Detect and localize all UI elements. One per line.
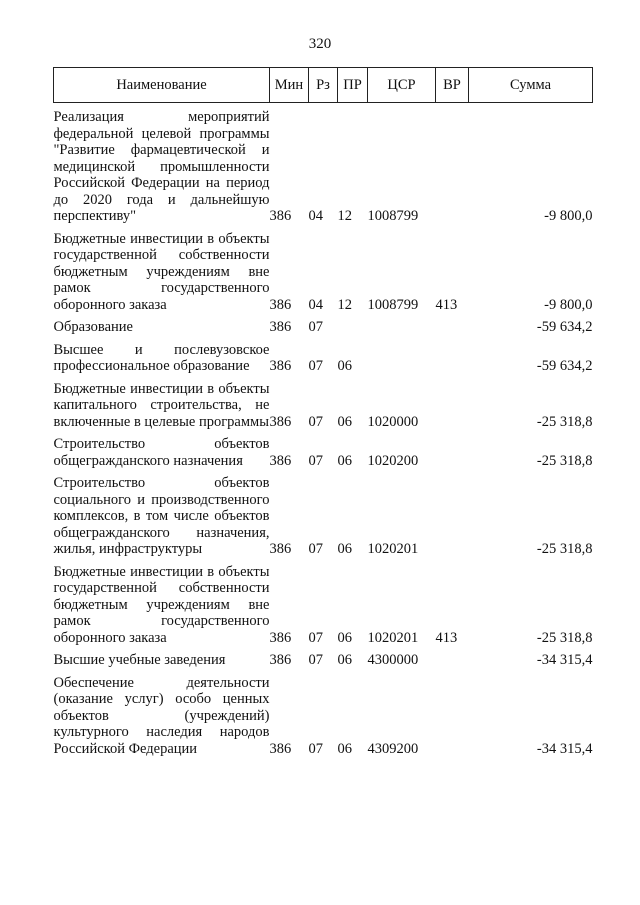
row-pr xyxy=(338,313,368,336)
row-csr: 4300000 xyxy=(367,652,419,668)
row-csr xyxy=(368,313,436,336)
row-name: Обеспечение деятельности (оказание услуг) особо ценных объектов (учреждений) культурного наследия народов Российской Федерации xyxy=(53,674,270,757)
row-name: Образование xyxy=(53,319,133,335)
row-sum: -9 800,0 xyxy=(544,208,593,224)
table-row xyxy=(54,313,593,336)
row-pr: 06 xyxy=(337,541,352,557)
page-number: 320 xyxy=(308,36,332,52)
row-rz: 07 xyxy=(308,652,323,668)
row-name: Строительство объектов социального и производственного комплексов, в том числе объектов общегражданского назначения, жилья, инфраструктуры xyxy=(53,475,270,557)
row-name: Высшее и послевузовское профессиональное образование xyxy=(53,341,270,374)
row-rz: 07 xyxy=(308,413,323,430)
header-csr: ЦСР xyxy=(368,68,436,103)
table-row xyxy=(54,558,593,647)
table-row xyxy=(54,669,593,758)
row-csr: 4309200 xyxy=(367,740,419,757)
row-min: 386 xyxy=(269,541,292,557)
table-row xyxy=(54,430,593,469)
row-rz: 04 xyxy=(308,296,323,313)
row-sum: -34 315,4 xyxy=(536,652,593,668)
row-vr xyxy=(436,430,469,469)
row-vr xyxy=(436,646,469,669)
row-min: 386 xyxy=(269,629,292,646)
row-pr: 12 xyxy=(337,296,352,313)
row-pr: 12 xyxy=(337,208,352,224)
row-sum: -34 315,4 xyxy=(536,740,593,757)
row-pr: 06 xyxy=(337,740,352,757)
row-rz: 07 xyxy=(308,541,323,557)
row-pr: 06 xyxy=(337,652,352,668)
row-pr: 06 xyxy=(337,358,352,374)
row-vr xyxy=(436,313,469,336)
row-csr: 1020200 xyxy=(367,452,419,469)
row-min: 386 xyxy=(269,740,292,757)
row-csr: 1008799 xyxy=(367,296,419,313)
row-sum: -25 318,8 xyxy=(536,629,593,646)
row-sum: -9 800,0 xyxy=(544,296,593,313)
row-name: Бюджетные инвестиции в объекты государственной собственности бюджетным учреждениям вне рамок государственного оборонного заказа xyxy=(53,230,270,313)
row-rz: 07 xyxy=(308,629,323,646)
table-row xyxy=(54,225,593,314)
row-name: Строительство объектов общегражданского назначения xyxy=(53,436,270,469)
row-rz: 07 xyxy=(308,452,323,469)
row-vr xyxy=(436,469,469,558)
row-rz: 07 xyxy=(308,358,323,374)
row-rz: 04 xyxy=(308,208,323,224)
row-name: Реализация мероприятий федеральной целевой программы "Развитие фармацевтической и медицинской промышленности Российской Федерации на период до 2020 года и дальнейшую перспективу" xyxy=(53,109,270,224)
row-sum: -25 318,8 xyxy=(536,452,593,469)
row-csr: 1020000 xyxy=(367,413,419,430)
row-vr xyxy=(436,103,469,225)
row-vr xyxy=(436,375,469,431)
row-min: 386 xyxy=(269,413,292,430)
row-name: Бюджетные инвестиции в объекты капитального строительства, не включенные в целевые программы xyxy=(53,380,270,430)
row-vr xyxy=(436,336,469,375)
table-row xyxy=(54,469,593,558)
row-vr: 413 xyxy=(435,296,458,313)
header-pr: ПР xyxy=(338,68,368,103)
table-row xyxy=(54,103,593,225)
table-row xyxy=(54,336,593,375)
row-min: 386 xyxy=(269,358,292,374)
table-header xyxy=(54,68,593,103)
budget-table xyxy=(53,67,593,757)
row-csr: 1020201 xyxy=(367,629,419,646)
row-name: Высшие учебные заведения xyxy=(53,652,226,668)
row-vr xyxy=(436,669,469,758)
row-sum: -25 318,8 xyxy=(536,413,593,430)
row-name: Бюджетные инвестиции в объекты государственной собственности бюджетным учреждениям вне рамок государственного оборонного заказа xyxy=(53,563,270,646)
row-pr: 06 xyxy=(337,413,352,430)
row-vr: 413 xyxy=(435,629,458,646)
row-min: 386 xyxy=(269,652,292,668)
row-sum: -59 634,2 xyxy=(536,319,593,335)
row-sum: -25 318,8 xyxy=(536,541,593,557)
row-sum: -59 634,2 xyxy=(536,358,593,374)
row-pr: 06 xyxy=(337,452,352,469)
row-min: 386 xyxy=(269,452,292,469)
row-min: 386 xyxy=(269,208,292,224)
header-rz: Рз xyxy=(309,68,338,103)
header-name: Наименование xyxy=(54,68,270,103)
row-rz: 07 xyxy=(308,740,323,757)
row-rz: 07 xyxy=(308,319,323,335)
table-row xyxy=(54,646,593,669)
row-min: 386 xyxy=(269,319,292,335)
row-pr: 06 xyxy=(337,629,352,646)
row-csr xyxy=(368,336,436,375)
header-vr: ВР xyxy=(436,68,469,103)
header-sum: Сумма xyxy=(469,68,593,103)
row-csr: 1020201 xyxy=(367,541,419,557)
row-min: 386 xyxy=(269,296,292,313)
row-csr: 1008799 xyxy=(367,208,419,224)
header-min: Мин xyxy=(270,68,309,103)
table-row xyxy=(54,375,593,431)
